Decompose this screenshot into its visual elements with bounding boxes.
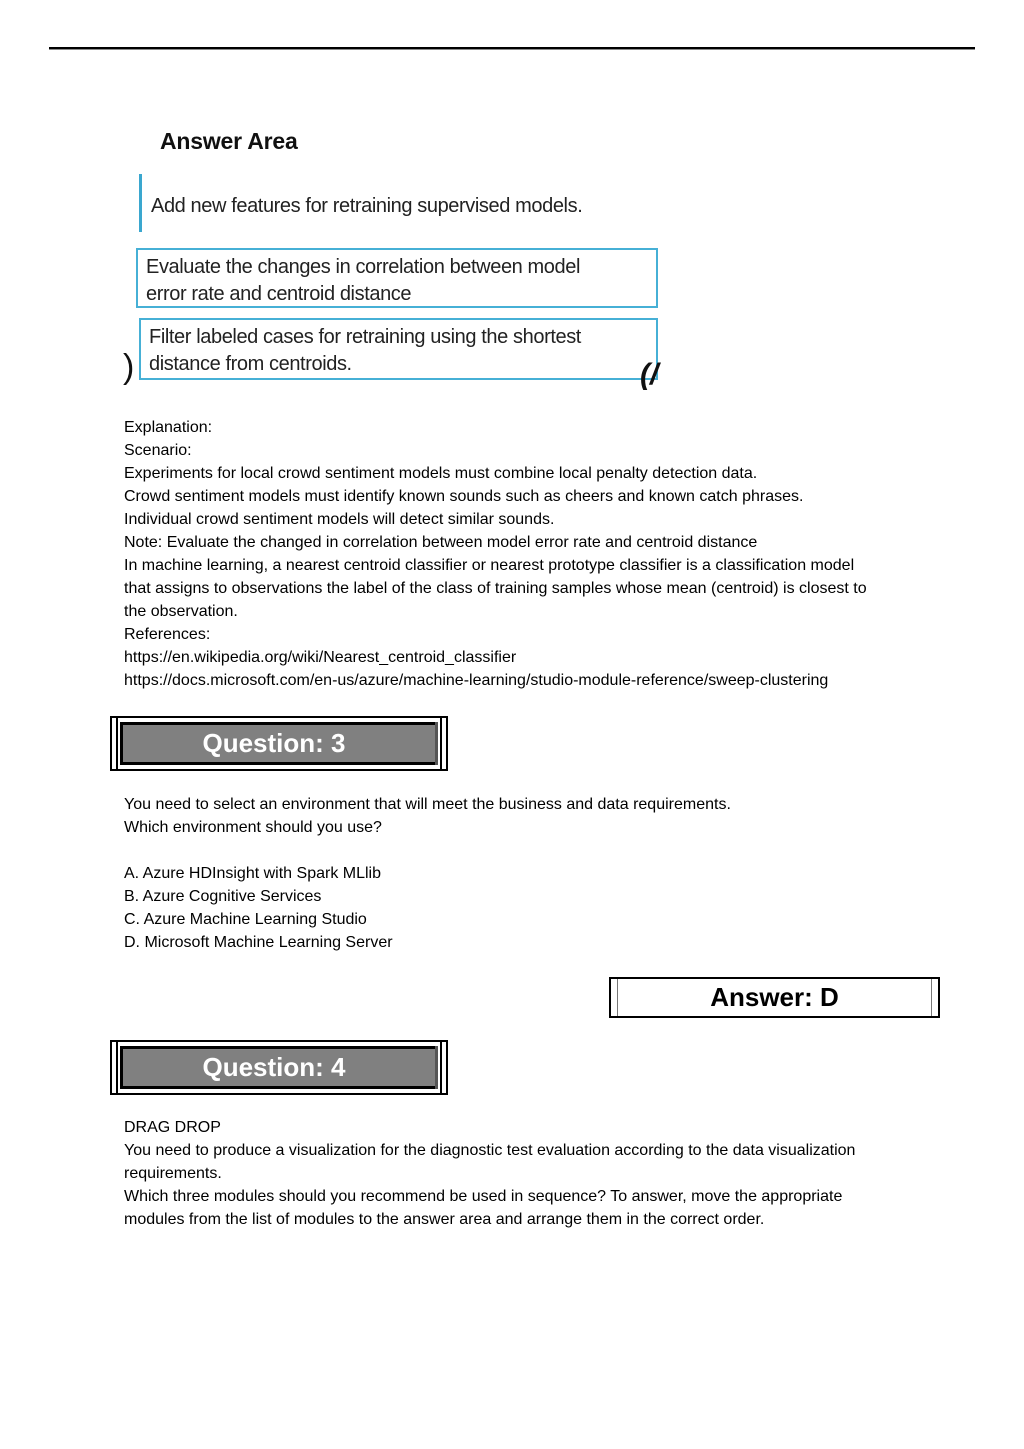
question-3-body: [124, 793, 944, 954]
left-bracket-fragment-icon: ): [123, 348, 135, 386]
explanation-line: Individual crowd sentiment models will detect similar sounds.: [124, 511, 555, 528]
answer-box: [609, 977, 940, 1018]
banner-frame: [120, 1046, 123, 1089]
explanation-line: Experiments for local crowd sentiment models must combine local penalty detection data.: [124, 465, 758, 482]
header-rule: [49, 47, 975, 49]
banner-fill: [120, 722, 438, 765]
answer-item-2-box: [136, 248, 658, 308]
banner-frame: [116, 716, 118, 771]
question-3-prompt: You need to select an environment that will meet the business and data requirements.: [124, 796, 731, 813]
banner-frame: [116, 1040, 118, 1095]
answer-area-title: Answer Area: [160, 128, 298, 154]
answer-item-marker: [139, 174, 142, 232]
answer-item-2-line-1: Evaluate the changes in correlation between model: [146, 256, 581, 278]
scenario-label: Scenario:: [124, 442, 192, 459]
question-4-prompt: Which three modules should you recommend be used in sequence? To answer, move the appropriate: [124, 1188, 843, 1205]
explanation-line: that assigns to observations the label of the class of training samples whose mean (centroid) is closest to: [124, 580, 867, 597]
answer-item-3-line-2: distance from centroids.: [149, 353, 352, 375]
option-a: A. Azure HDInsight with Spark MLlib: [124, 865, 381, 882]
answer-box-frame: [617, 979, 618, 1016]
question-4-banner: [110, 1040, 448, 1095]
question-4-prompt: requirements.: [124, 1165, 222, 1182]
question-4-title: Question: 4: [202, 1052, 346, 1082]
explanation-line: Crowd sentiment models must identify known sounds such as cheers and known catch phrases.: [124, 488, 804, 505]
question-type-label: DRAG DROP: [124, 1119, 221, 1136]
explanation-line: the observation.: [124, 603, 238, 620]
banner-frame: [440, 1040, 442, 1095]
answer-box-frame: [931, 979, 932, 1016]
references-label: References:: [124, 626, 211, 643]
question-4-body: [124, 1116, 944, 1231]
banner-frame: [440, 716, 442, 771]
answer-item-3-line-1: Filter labeled cases for retraining using the shortest: [149, 326, 581, 348]
option-c: C. Azure Machine Learning Studio: [124, 911, 367, 928]
banner-frame: [435, 1046, 438, 1089]
explanation-block: [124, 416, 944, 692]
banner-frame: [435, 722, 438, 765]
explanation-label: Explanation:: [124, 419, 213, 436]
answer-item-3-box: [139, 318, 658, 380]
answer-label: Answer: D: [710, 982, 839, 1012]
question-3-prompt: Which environment should you use?: [124, 819, 382, 836]
spacer: [124, 839, 944, 862]
reference-link-microsoft-docs[interactable]: https://docs.microsoft.com/en-us/azure/machine-learning/studio-module-reference/sweep-clustering: [124, 672, 829, 689]
answer-area-exhibit: [120, 120, 680, 400]
question-3-title: Question: 3: [202, 728, 346, 758]
reference-link-wikipedia[interactable]: https://en.wikipedia.org/wiki/Nearest_centroid_classifier: [124, 649, 517, 666]
question-3-banner: [110, 716, 448, 771]
option-d: D. Microsoft Machine Learning Server: [124, 934, 393, 951]
question-4-prompt: You need to produce a visualization for the diagnostic test evaluation according to the data visualization: [124, 1142, 856, 1159]
banner-frame: [120, 722, 123, 765]
explanation-note: Note: Evaluate the changed in correlation between model error rate and centroid distance: [124, 534, 758, 551]
explanation-line: In machine learning, a nearest centroid classifier or nearest prototype classifier is a classification model: [124, 557, 855, 574]
option-b: B. Azure Cognitive Services: [124, 888, 322, 905]
answer-item-1: Add new features for retraining supervised models.: [151, 195, 583, 217]
answer-item-2-line-2: error rate and centroid distance: [146, 283, 412, 305]
banner-fill: [120, 1046, 438, 1089]
right-bracket-fragment-icon: (/: [640, 358, 659, 391]
question-4-prompt: modules from the list of modules to the answer area and arrange them in the correct order.: [124, 1211, 765, 1228]
